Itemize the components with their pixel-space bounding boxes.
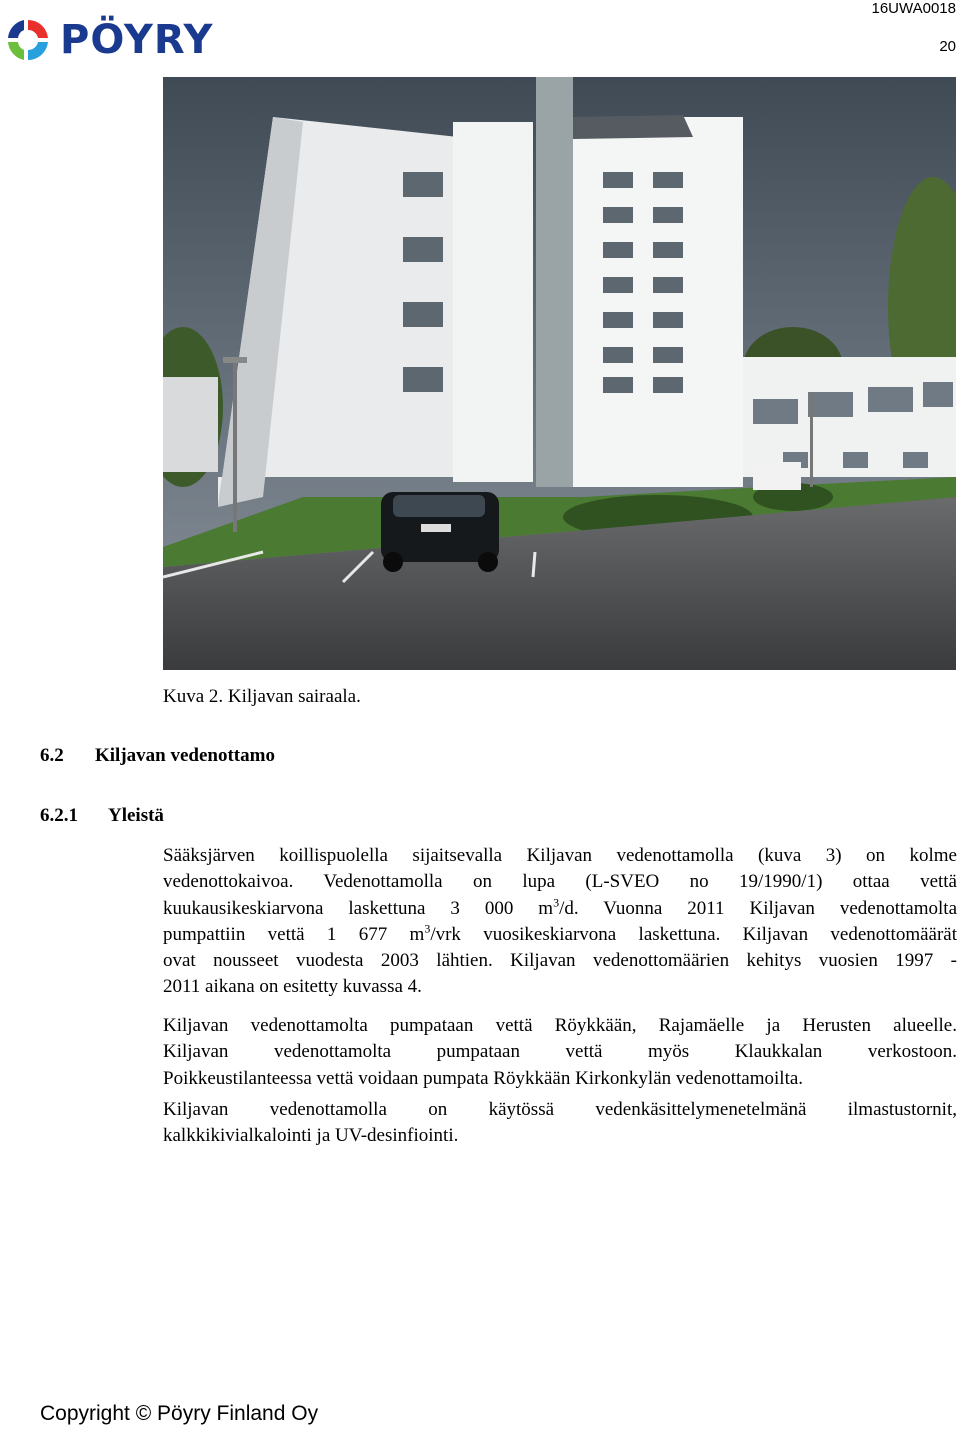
section-heading: [40, 745, 275, 767]
paragraph-line: ovat nousseet vuodesta 2003 lähtien. Kiljavan vedenottomäärien kehitys vuosien 1997 -: [163, 950, 957, 972]
paragraph-1: [163, 843, 957, 1001]
paragraph-line: Kiljavan vedenottamolla on käytössä vedenkäsittelymenetelmänä ilmastustornit,: [163, 1099, 957, 1120]
paragraph-line: Kiljavan vedenottamolta pumpataan vettä Röykkään, Rajamäelle ja Herusten alueelle.: [163, 1015, 957, 1036]
poyry-logo-icon: [4, 16, 52, 64]
paragraph-line: kuukausikeskiarvona laskettuna 3 000 $m^3/d$. Vuonna 2011 Kiljavan vedenottamolta: [163, 895, 958, 919]
paragraph-line: Sääksjärven koillispuolella sijaitsevalla Kiljavan vedenottamolla (kuva 3) on kolme: [163, 845, 957, 866]
subsection-number: 6.2.1: [40, 805, 78, 826]
paragraph-2: [163, 1013, 957, 1092]
subsection-heading: [40, 805, 164, 827]
document-id: 16UWA0018: [871, 0, 956, 17]
poyry-logo: [4, 14, 254, 66]
paragraph-line: vedenottokaivoa. Vedenottamolla on lupa (L-SVEO no 19/1990/1) ottaa vettä: [163, 871, 957, 893]
paragraph-line: pumpattiin vettä 1 677 $m^3$/vrk vuosikeskiarvona laskettuna. Kiljavan vedenottomäärät: [163, 921, 958, 945]
paragraph-3: [163, 1097, 957, 1150]
subsection-title: Yleistä: [108, 805, 164, 826]
section-title: Kiljavan vedenottamo: [95, 745, 275, 766]
section-number: 6.2: [40, 745, 64, 766]
copyright-footer: Copyright © Pöyry Finland Oy: [40, 1402, 319, 1425]
paragraph-line: Kiljavan vedenottamolta pumpataan vettä myös Klaukkalan verkostoon.: [163, 1041, 957, 1063]
paragraph-line: Poikkeustilanteessa vettä voidaan pumpata Röykkään Kirkonkylän vedenottamoilta.: [163, 1067, 804, 1089]
figure-caption: Kuva 2. Kiljavan sairaala.: [163, 686, 361, 707]
hospital-photo: [163, 77, 956, 670]
logo-wordmark: PÖYRY: [60, 17, 214, 63]
paragraph-line: 2011 aikana on esitetty kuvassa 4.: [163, 976, 422, 998]
paragraph-line: kalkkikivialkalointi ja UV-desinfiointi.: [163, 1125, 459, 1147]
hospital-photo-image: [163, 77, 956, 670]
page-number: 20: [939, 38, 956, 55]
